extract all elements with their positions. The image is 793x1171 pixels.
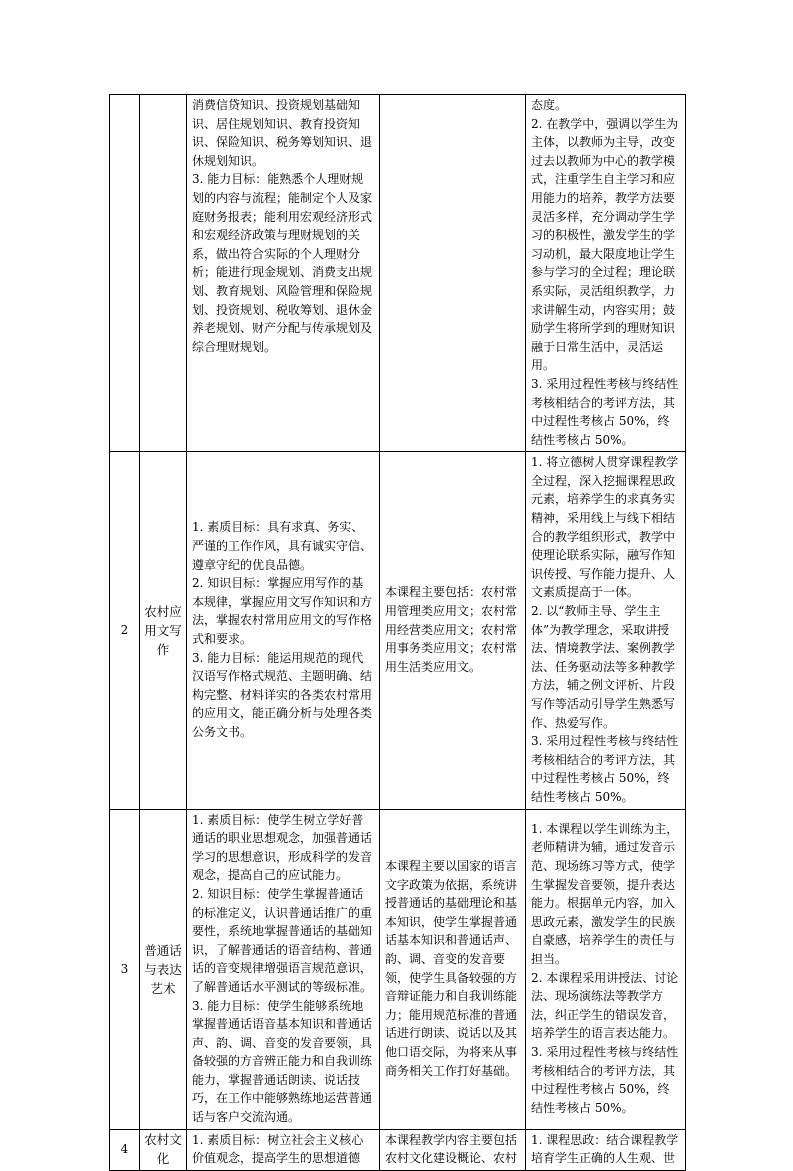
course-name: 普通话与表达艺术 [140,809,187,1129]
goal-item: 1. 素质目标：使学生树立学好普通话的职业思想观念，加强普通话学习的思想意识，形成科学的发音观念，提高自己的应试能力。 [192,812,373,883]
table-row [110,452,686,809]
course-name: 农村文化 [140,1129,187,1170]
requirement-item: 1. 本课程以学生训练为主，老师精讲为辅，通过发音示范、现场练习等方式，使学生掌握发音要领，提升表达能力。根据单元内容，加入思政元素，激发学生的民族自豪感，培养学生的责任与担当。 [531,821,679,967]
course-content [380,95,526,452]
course-name: 农村应用文写作 [140,452,187,809]
row-number: 4 [110,1129,140,1170]
table-row [110,1129,686,1170]
requirement-item: 1. 将立德树人贯穿课程教学全过程，深入挖掘课程思政元素，培养学生的求真务实精神，采用线上与线下相结合的教学组织形式，教学中使理论联系实际，融写作知识传授、写作能力提升、人文素质提高于一体。 [531,455,679,600]
goal-item: 3. 能力目标：使学生能够系统地掌握普通话语音基本知识和普通话声、韵、调、音变的发音要领，具备较强的方音辨正能力和自我训练能力，掌握普通话朗读、说话技巧，在工作中能够熟练地运营普通话与客户交流沟通。 [192,998,373,1125]
goal-item: 3. 能力目标：能运用规范的现代汉语写作格式规范、主题明确、结构完整、材料详实的各类农村常用的应用文，能正确分析与处理各类公务文书。 [192,650,373,739]
goal-item: 1. 素质目标：具有求真、务实、严谨的工作作风，具有诚实守信、遵章守纪的优良品德。 [192,520,373,572]
goal-item: 2. 知识目标：使学生掌握普通话的标准定义，认识普通话推广的重要性，系统地掌握普通话的基础知识，了解普通话的语音结构、普通话的音变规律增强语言规范意识，了解普通话水平测试的等级标准。 [192,886,373,994]
requirement-item: 2. 以“教师主导、学生主体”为教学理念，采取讲授法、情境教学法、案例教学法、任务驱动法等多种教学方法，辅之例文评析、片段写作等活动引导学生熟悉写作、热爱写作。 [531,604,676,730]
requirement-item: 1. 课程思政：结合课程教学培育学生正确的人生观、世 [531,1132,679,1166]
requirement-item: 态度。 [531,98,568,112]
row-number [110,95,140,452]
course-name [140,95,187,452]
row-number: 3 [110,809,140,1129]
course-content: 本课程教学内容主要包括农村文化建设概论、农村 [380,1129,526,1170]
requirement-item: 3. 采用过程性考核与终结性考核相结合的考评方法，其中过程性考核占 50%，终结性考核占 50%。 [531,1044,679,1115]
course-goals [187,452,380,809]
course-content: 本课程主要以国家的语言文字政策为依据，系统讲授普通话的基础理论和基本知识，使学生掌握普通话基本知识和普通话声、韵、调、音变的发音要领，使学生具备较强的方音辩证能力和自我训练能力；能用规范标准的普通话进行朗读、说话以及其他口语交际，为将来从事商务相关工作打好基础。 [380,809,526,1129]
goal-item: 2. 知识目标：掌握应用写作的基本规律，掌握应用文写作知识和方法，掌握农村常用应用文的写作格式和要求。 [192,576,373,646]
teaching-requirements [526,1129,686,1170]
course-content: 本课程主要包括：农村常用管理类应用文；农村常用经营类应用文；农村常用事务类应用文；农村常用生活类应用文。 [380,452,526,809]
teaching-requirements [526,809,686,1129]
requirement-item: 2. 本课程采用讲授法、讨论法、现场演练法等教学方法，纠正学生的错误发音，培养学生的语言表达能力。 [531,970,679,1041]
table-row [110,809,686,1129]
row-number: 2 [110,452,140,809]
requirement-item: 3. 采用过程性考核与终结性考核相结合的考评方法，其中过程性考核占 50%，终结性考核占 50%。 [531,376,679,447]
course-goals [187,809,380,1129]
teaching-requirements [526,95,686,452]
course-goals [187,1129,380,1170]
teaching-requirements [526,452,686,809]
course-table [109,94,686,1171]
goal-item: 消费信贷知识、投资规划基础知识、居住规划知识、教育投资知识、保险知识、税务筹划知识、退休规划知识。 [192,98,373,168]
requirement-item: 2. 在教学中，强调以学生为主体，以教师为主导，改变过去以教师为中心的教学模式，注重学生自主学习和应用能力的培养，教学方法要灵活多样，充分调动学生学习的积极性，激发学生的学习动机，最大限度地让学生参与学习的全过程；理论联系实际，灵活组织教学，力求讲解生动，内容实用；鼓励学生将所学到的理财知识融于日常生活中，灵活运用。 [531,116,679,373]
table-row [110,95,686,452]
course-goals [187,95,380,452]
goal-item: 3. 能力目标：能熟悉个人理财规划的内容与流程；能制定个人及家庭财务报表；能利用宏观经济形式和宏观经济政策与理财规划的关系，做出符合实际的个人理财分析；能进行现金规划、消费支出规划、教育规划、风险管理和保险规划、投资规划、税收筹划、退休金养老规划、财产分配与传承规划及综合理财规划。 [192,172,373,354]
goal-item: 1. 素质目标：树立社会主义核心价值观念，提高学生的思想道德 [192,1132,364,1166]
requirement-item: 3. 采用过程性考核与终结性考核相结合的考评方法，其中过程性考核占 50%，终结性考核占 50%。 [531,734,679,804]
